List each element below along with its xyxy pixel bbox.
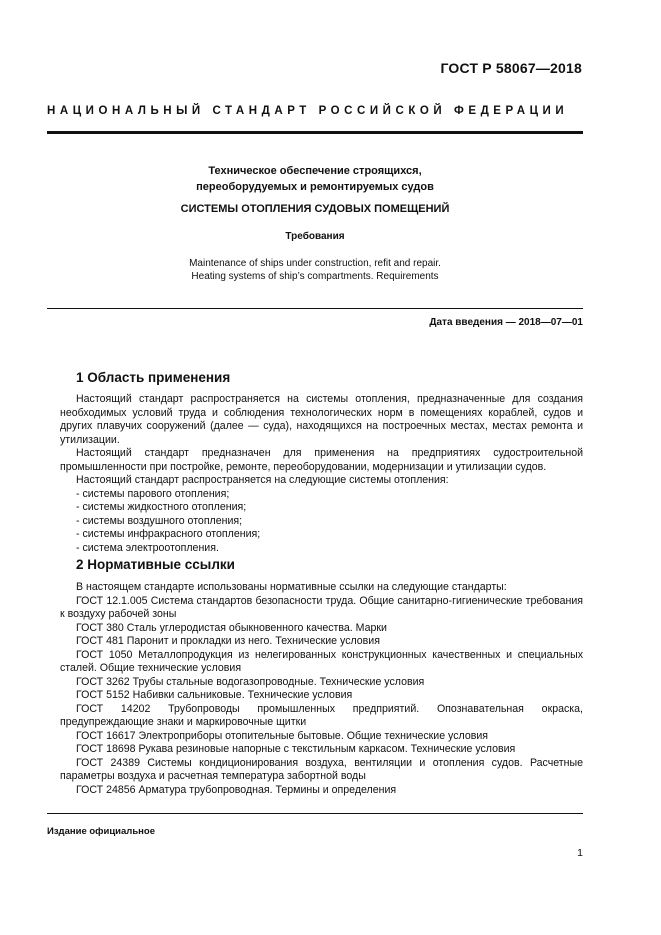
reference-entry: ГОСТ 16617 Электроприборы отопительные бытовые. Общие технические условия: [76, 729, 488, 742]
reference-entry: ГОСТ 5152 Набивки сальниковые. Технические условия: [76, 689, 353, 701]
paragraph: В настоящем стандарте использованы нормативные ссылки на следующие стандарты:: [76, 581, 507, 593]
list-item: - системы воздушного отопления;: [76, 514, 243, 527]
footer-divider: [47, 813, 583, 814]
subtitle: Требования: [285, 231, 345, 242]
english-title-line-2: Heating systems of ship’s compartments. Requirements: [191, 271, 439, 282]
reference-entry: ГОСТ 24389 Системы кондиционирования воздуха, вентиляции и отопления судов. Расчетные параметры воздуха и расчетная температура забортной воды: [60, 756, 583, 782]
title-line-2: переоборудуемых и ремонтируемых судов: [196, 181, 434, 193]
paragraph: Настоящий стандарт распространяется на системы отопления, предназначенные для создания необходимых условий труда и соблюдения технологических норм в помещениях кораблей, судов и других плавучих сооружений (далее — суда), находящихся на построечных местах, местах ремонта и утилизации.: [60, 393, 583, 446]
header-divider: [47, 131, 583, 134]
introduction-date: Дата введения — 2018—07—01: [429, 317, 583, 328]
english-title-line-1: Maintenance of ships under construction, refit and repair.: [189, 258, 441, 269]
title-block-intro: [47, 163, 583, 195]
official-edition-label: Издание официальное: [47, 826, 155, 837]
reference-entry: ГОСТ 1050 Металлопродукция из нелегированных конструкционных качественных и специальных сталей. Общие технические условия: [60, 648, 583, 674]
list-item: - система электроотопления.: [76, 541, 219, 554]
reference-entry: ГОСТ 380 Сталь углеродистая обыкновенного качества. Марки: [76, 621, 387, 634]
reference-entry: ГОСТ 14202 Трубопроводы промышленных предприятий. Опознавательная окраска, предупреждающие знаки и маркировочные щитки: [60, 702, 583, 728]
list-item: - системы инфракрасного отопления;: [76, 528, 261, 540]
reference-entry: ГОСТ 481 Паронит и прокладки из него. Технические условия: [76, 635, 380, 647]
national-standard-title: НАЦИОНАЛЬНЫЙ СТАНДАРТ РОССИЙСКОЙ ФЕДЕРАЦИИ: [47, 105, 569, 117]
document-number: ГОСТ Р 58067—2018: [440, 60, 582, 76]
section-2-body: [60, 581, 583, 797]
paragraph: Настоящий стандарт предназначен для применения на предприятиях судостроительной промышленности при постройке, ремонте, переоборудовании, модернизации и утилизации судов.: [60, 447, 583, 473]
list-item: - системы жидкостного отопления;: [76, 501, 247, 513]
reference-entry: ГОСТ 12.1.005 Система стандартов безопасности труда. Общие санитарно-гигиенические требования к воздуху рабочей зоны: [60, 594, 583, 620]
page-number: 1: [577, 847, 583, 859]
title-line-1: Техническое обеспечение строящихся,: [208, 165, 422, 177]
reference-entry: ГОСТ 24856 Арматура трубопроводная. Термины и определения: [76, 783, 397, 796]
section-2-heading: 2 Нормативные ссылки: [76, 557, 235, 572]
english-title: [47, 257, 583, 283]
list-item: - системы парового отопления;: [76, 487, 230, 500]
section-1-heading: 1 Область применения: [76, 370, 231, 385]
reference-entry: ГОСТ 18698 Рукава резиновые напорные с текстильным каркасом. Технические условия: [76, 743, 516, 755]
reference-entry: ГОСТ 3262 Трубы стальные водогазопроводные. Технические условия: [76, 675, 425, 688]
section-1-body: [60, 393, 583, 555]
paragraph: Настоящий стандарт распространяется на следующие системы отопления:: [76, 474, 449, 486]
main-title: СИСТЕМЫ ОТОПЛЕНИЯ СУДОВЫХ ПОМЕЩЕНИЙ: [180, 203, 450, 215]
title-divider: [47, 308, 583, 309]
